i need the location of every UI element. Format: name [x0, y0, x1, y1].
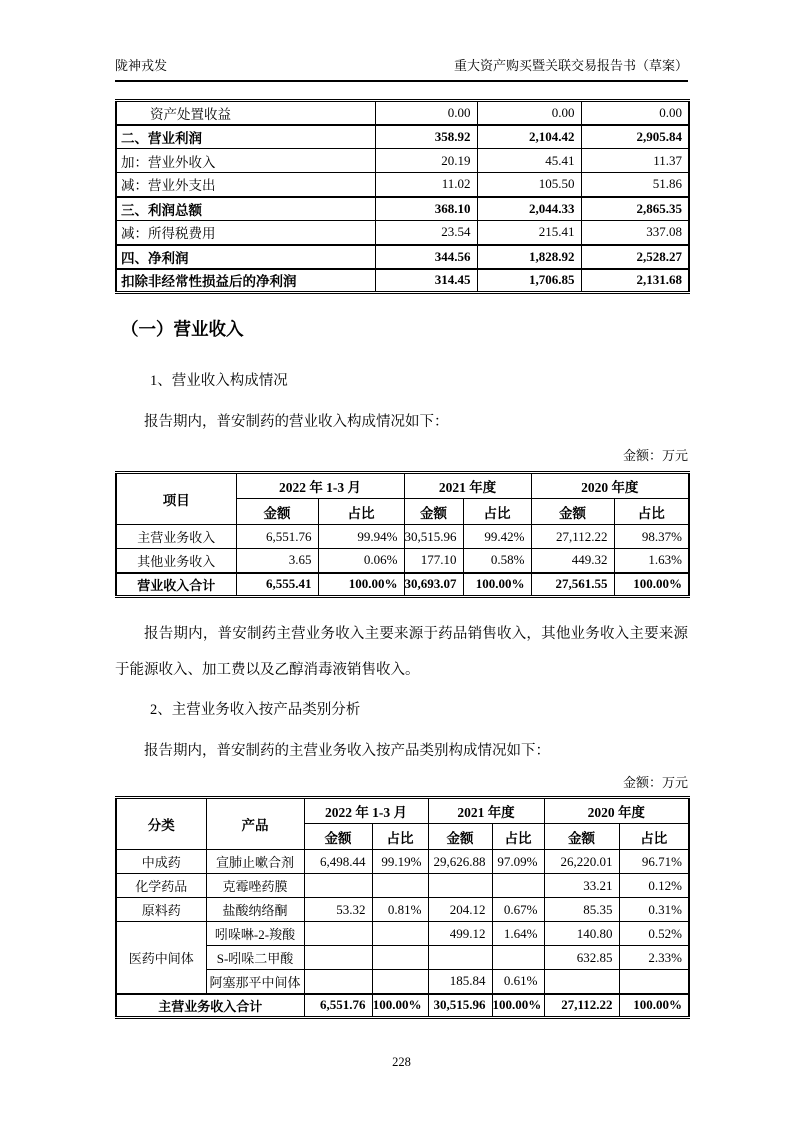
value-cell: 499.12 [428, 922, 492, 946]
product-cell: 盐酸纳络酮 [206, 898, 304, 922]
value-cell: 100.00% [614, 573, 689, 597]
value-cell: 3.65 [236, 549, 318, 573]
table-row [116, 269, 689, 293]
product-cell: 吲哚啉-2-羧酸 [206, 922, 304, 946]
column-header-ratio: 占比 [619, 824, 689, 850]
value-cell: 632.85 [544, 946, 619, 970]
value-cell: 0.06% [318, 549, 404, 573]
intro-text-1: 报告期内，普安制药的营业收入构成情况如下： [144, 414, 449, 430]
column-header-period: 2022 年 1-3 月 [304, 798, 428, 824]
table-row [116, 221, 689, 245]
value-cell [372, 970, 428, 994]
running-header [115, 55, 688, 82]
table-row [116, 922, 689, 946]
value-cell: 1,706.85 [477, 269, 581, 293]
row-label: 二、营业利润 [116, 125, 375, 149]
product-cell: 阿塞那平中间体 [206, 970, 304, 994]
value-cell: 1.64% [492, 922, 544, 946]
value-cell: 85.35 [544, 898, 619, 922]
value-cell: 45.41 [477, 149, 581, 173]
value-cell: 105.50 [477, 173, 581, 197]
unit-note-1: 金额：万元 [622, 448, 688, 463]
value-cell: 1,828.92 [477, 245, 581, 269]
total-label: 营业收入合计 [116, 573, 236, 597]
column-header-ratio: 占比 [492, 824, 544, 850]
value-cell: 29,626.88 [428, 850, 492, 874]
value-cell: 2,528.27 [581, 245, 689, 269]
row-label: 四、净利润 [116, 245, 375, 269]
value-cell: 2,044.33 [477, 197, 581, 221]
value-cell: 0.00 [375, 101, 477, 125]
value-cell [619, 970, 689, 994]
value-cell: 6,551.76 [304, 994, 372, 1018]
column-header-period: 2022 年 1-3 月 [236, 473, 404, 499]
category-cell: 原料药 [116, 898, 206, 922]
row-label: 减：营业外支出 [116, 173, 375, 197]
profit-statement-table [115, 99, 690, 294]
value-cell: 344.56 [375, 245, 477, 269]
value-cell [372, 946, 428, 970]
column-header-amount: 金额 [544, 824, 619, 850]
value-cell: 100.00% [372, 994, 428, 1018]
value-cell: 215.41 [477, 221, 581, 245]
value-cell: 27,561.55 [531, 573, 614, 597]
value-cell: 51.86 [581, 173, 689, 197]
value-cell: 368.10 [375, 197, 477, 221]
page-number: 228 [392, 1055, 411, 1069]
value-cell: 2,865.35 [581, 197, 689, 221]
header-report-title: 重大资产购买暨关联交易报告书（草案） [453, 58, 688, 73]
row-label: 主营业务收入 [116, 525, 236, 549]
table-row [116, 149, 689, 173]
value-cell [492, 874, 544, 898]
value-cell: 53.32 [304, 898, 372, 922]
column-header-amount: 金额 [404, 499, 463, 525]
table-row [116, 173, 689, 197]
subsection-heading-2: 2、主营业务收入按产品类别分析 [150, 702, 361, 718]
row-label: 三、利润总额 [116, 197, 375, 221]
column-header-product: 产品 [206, 798, 304, 850]
income-composition-table [115, 471, 690, 598]
value-cell: 33.21 [544, 874, 619, 898]
value-cell: 100.00% [463, 573, 531, 597]
value-cell: 30,693.07 [404, 573, 463, 597]
value-cell: 2,104.42 [477, 125, 581, 149]
value-cell: 2,905.84 [581, 125, 689, 149]
value-cell: 100.00% [318, 573, 404, 597]
table-header-row [116, 798, 689, 824]
body-paragraph: 报告期内，普安制药主营业务收入主要来源于药品销售收入，其他业务收入主要来源于能源收入、加工费以及乙醇消毒液销售收入。 [115, 626, 688, 678]
table-row [116, 549, 689, 573]
column-header-amount: 金额 [236, 499, 318, 525]
value-cell: 11.02 [375, 173, 477, 197]
column-header-period: 2021 年度 [404, 473, 531, 499]
value-cell: 97.09% [492, 850, 544, 874]
value-cell [428, 946, 492, 970]
value-cell: 449.32 [531, 549, 614, 573]
row-label: 减：所得税费用 [116, 221, 375, 245]
value-cell [544, 970, 619, 994]
value-cell: 0.61% [492, 970, 544, 994]
value-cell [304, 874, 372, 898]
table-row [116, 898, 689, 922]
value-cell [304, 922, 372, 946]
column-header-ratio: 占比 [318, 499, 404, 525]
column-header-amount: 金额 [531, 499, 614, 525]
value-cell: 6,551.76 [236, 525, 318, 549]
value-cell: 96.71% [619, 850, 689, 874]
product-cell: 宣肺止嗽合剂 [206, 850, 304, 874]
category-cell-merged: 医药中间体 [116, 922, 206, 994]
value-cell: 185.84 [428, 970, 492, 994]
value-cell: 140.80 [544, 922, 619, 946]
value-cell [372, 874, 428, 898]
table-row [116, 525, 689, 549]
value-cell: 30,515.96 [428, 994, 492, 1018]
row-label: 资产处置收益 [116, 101, 375, 125]
value-cell: 1.63% [614, 549, 689, 573]
product-cell: S-吲哚二甲酸 [206, 946, 304, 970]
value-cell: 337.08 [581, 221, 689, 245]
value-cell: 0.58% [463, 549, 531, 573]
value-cell [428, 874, 492, 898]
value-cell: 0.00 [477, 101, 581, 125]
column-header-period: 2021 年度 [428, 798, 544, 824]
value-cell: 6,555.41 [236, 573, 318, 597]
value-cell: 99.19% [372, 850, 428, 874]
table-header-row [116, 473, 689, 499]
header-company-name: 陇神戎发 [115, 58, 168, 73]
value-cell: 100.00% [492, 994, 544, 1018]
value-cell: 27,112.22 [531, 525, 614, 549]
value-cell: 177.10 [404, 549, 463, 573]
column-header-ratio: 占比 [372, 824, 428, 850]
value-cell: 0.31% [619, 898, 689, 922]
value-cell [304, 970, 372, 994]
value-cell: 314.45 [375, 269, 477, 293]
value-cell: 0.00 [581, 101, 689, 125]
value-cell: 99.42% [463, 525, 531, 549]
value-cell: 20.19 [375, 149, 477, 173]
row-label: 其他业务收入 [116, 549, 236, 573]
value-cell: 98.37% [614, 525, 689, 549]
value-cell: 0.52% [619, 922, 689, 946]
value-cell: 0.67% [492, 898, 544, 922]
column-header-ratio: 占比 [463, 499, 531, 525]
section-title: （一）营业收入 [121, 319, 244, 339]
value-cell: 99.94% [318, 525, 404, 549]
value-cell: 358.92 [375, 125, 477, 149]
value-cell: 100.00% [619, 994, 689, 1018]
value-cell: 0.12% [619, 874, 689, 898]
table-total-row [116, 994, 689, 1018]
value-cell: 23.54 [375, 221, 477, 245]
column-header-item: 项目 [116, 473, 236, 525]
unit-note-2: 金额：万元 [622, 775, 688, 790]
value-cell [492, 946, 544, 970]
value-cell: 27,112.22 [544, 994, 619, 1018]
value-cell: 204.12 [428, 898, 492, 922]
value-cell: 26,220.01 [544, 850, 619, 874]
table-row [116, 125, 689, 149]
value-cell: 2,131.68 [581, 269, 689, 293]
table-row [116, 197, 689, 221]
table-row [116, 874, 689, 898]
value-cell: 2.33% [619, 946, 689, 970]
product-cell: 克霉唑药膜 [206, 874, 304, 898]
table-row [116, 850, 689, 874]
subsection-heading-1: 1、营业收入构成情况 [150, 373, 288, 389]
value-cell: 11.37 [581, 149, 689, 173]
value-cell: 0.81% [372, 898, 428, 922]
intro-text-2: 报告期内，普安制药的主营业务收入按产品类别构成情况如下： [144, 743, 550, 759]
table-total-row [116, 573, 689, 597]
table-row [116, 245, 689, 269]
total-label: 主营业务收入合计 [116, 994, 304, 1018]
row-label: 加：营业外收入 [116, 149, 375, 173]
column-header-ratio: 占比 [614, 499, 689, 525]
value-cell [304, 946, 372, 970]
column-header-category: 分类 [116, 798, 206, 850]
value-cell: 6,498.44 [304, 850, 372, 874]
column-header-period: 2020 年度 [531, 473, 689, 499]
table-row [116, 101, 689, 125]
column-header-amount: 金额 [304, 824, 372, 850]
column-header-amount: 金额 [428, 824, 492, 850]
category-cell: 中成药 [116, 850, 206, 874]
product-category-table [115, 796, 690, 1019]
value-cell [372, 922, 428, 946]
column-header-period: 2020 年度 [544, 798, 689, 824]
value-cell: 30,515.96 [404, 525, 463, 549]
row-label: 扣除非经常性损益后的净利润 [116, 269, 375, 293]
category-cell: 化学药品 [116, 874, 206, 898]
